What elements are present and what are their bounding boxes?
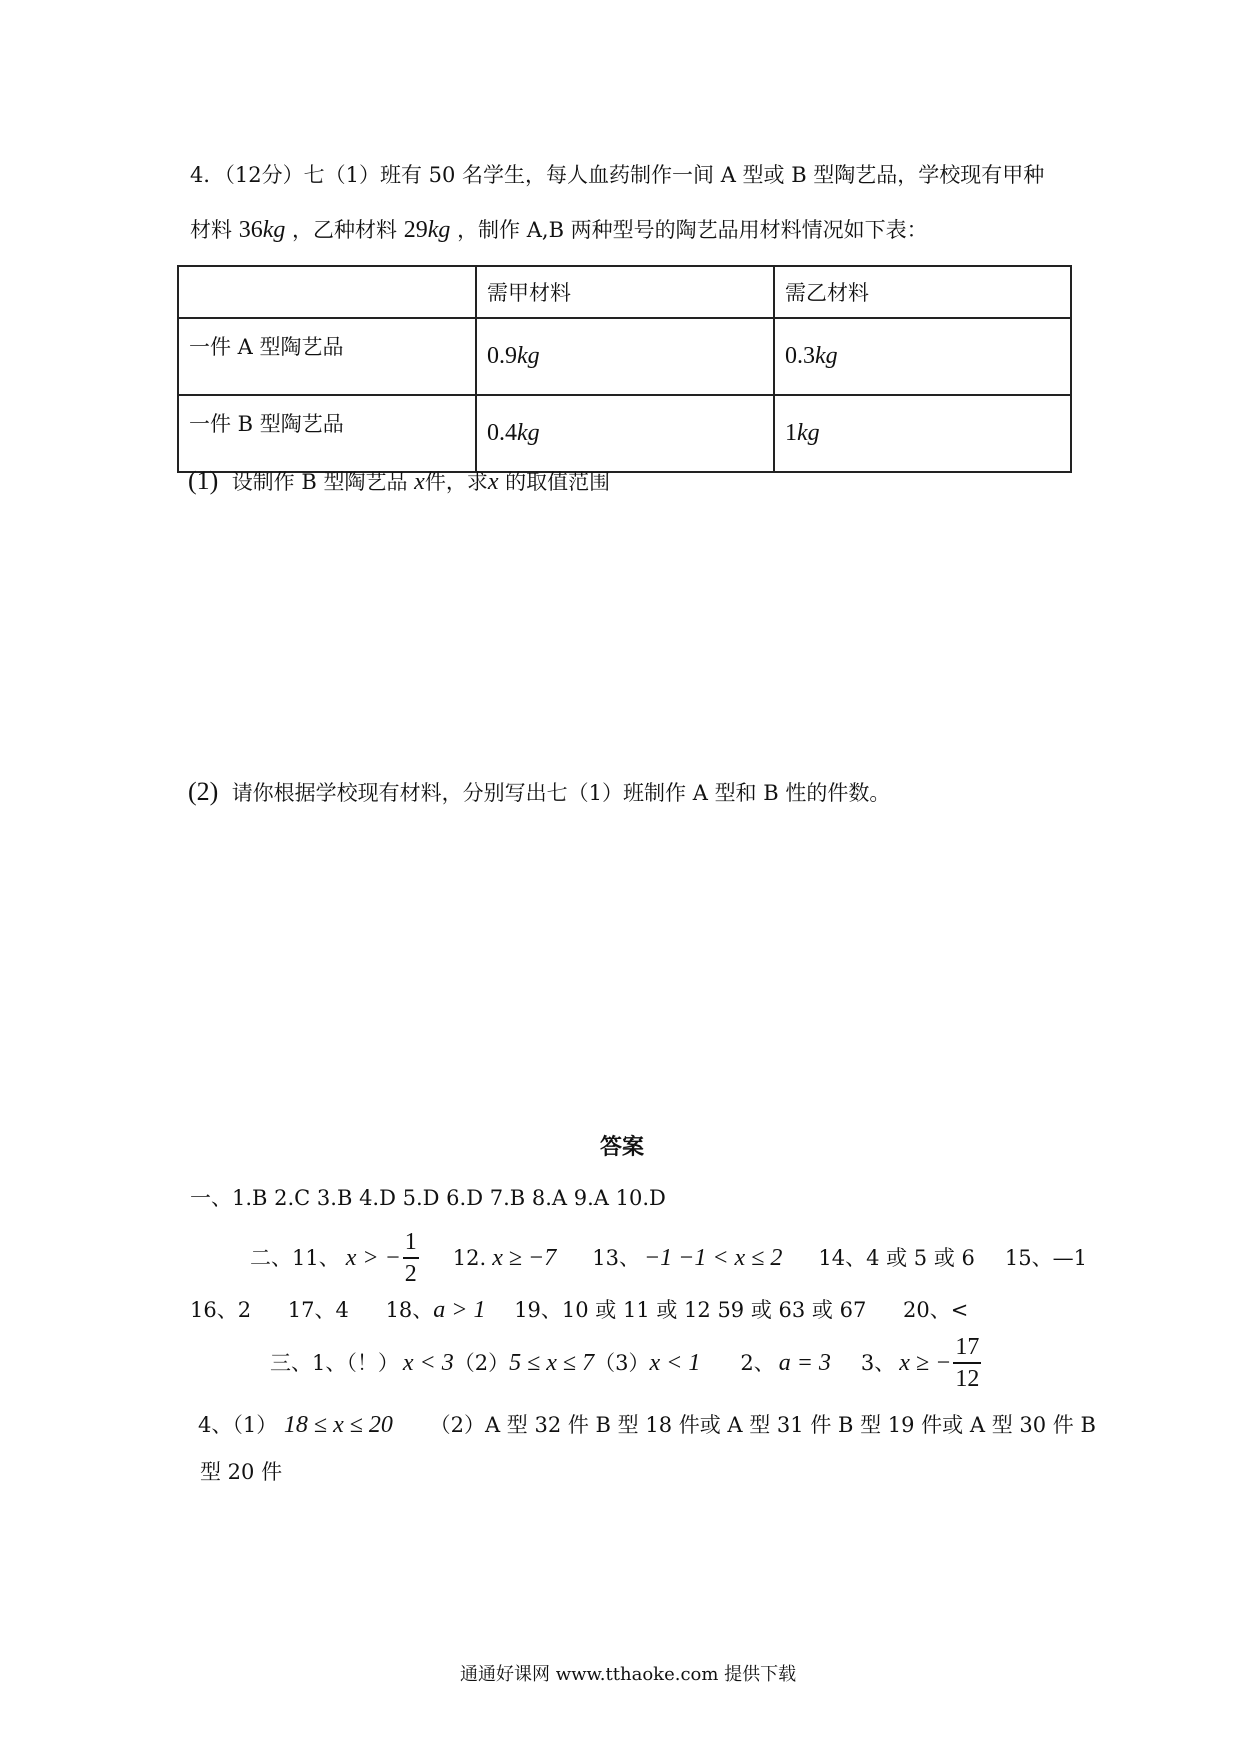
answer-label: 18、 [385,1298,434,1322]
math-expression: 5 ≤ x ≤ 7 [509,1350,595,1376]
table-row [178,395,1071,472]
answer-line-2 [250,1230,1087,1286]
answer-label: 13、 [592,1246,640,1270]
math-expression: x ≥ − [899,1350,952,1376]
sub-question-text: 的取值范围 [505,470,611,494]
table-header-row [178,266,1071,318]
number: 36 [238,217,263,243]
answer-text: 14、4 或 5 或 6 [818,1246,975,1270]
unit: kg [815,343,838,369]
materials-table [177,265,1072,473]
table-cell [476,318,774,395]
answer-label: 三、1、（！） [270,1351,399,1375]
answer-label: 二、11、 [250,1246,340,1270]
unit: kg [262,217,286,243]
answer-text: 17、4 [287,1298,349,1322]
table-cell [774,395,1071,472]
question-text: 材料 [190,218,232,242]
math-expression: a > 1 [433,1297,486,1323]
answer-label: 2、 [740,1351,775,1375]
sub-question-text: 请你根据学校现有材料，分别写出七（1）班制作 A 型和 B 性的件数。 [231,781,891,805]
value: 0.9 [487,343,517,369]
table-cell: 一件 B 型陶艺品 [178,395,476,472]
sub-question-2 [188,777,890,808]
value: 0.3 [785,343,815,369]
unit: kg [797,420,820,446]
answer-text: 16、2 [190,1298,252,1322]
answer-label: 3、 [860,1351,896,1375]
math-expression: x < 1 [649,1350,701,1376]
table-header-cell [178,266,476,318]
sub-question-text: 件，求 [424,470,488,494]
sub-question-1 [188,466,610,497]
unit: kg [427,217,451,243]
sub-question-number: (2) [188,777,219,806]
unit: kg [517,420,540,446]
number: 29 [403,217,428,243]
answer-line-1: 一、1.B 2.C 3.B 4.D 5.D 6.D 7.B 8.A 9.A 10.D [190,1186,666,1210]
fraction-denominator: 2 [404,1261,417,1287]
fraction [403,1230,419,1286]
answer-label: 4、（1） [198,1413,278,1437]
fraction-numerator: 1 [403,1230,419,1259]
answers-title: 答案 [600,1134,645,1160]
table-row [178,318,1071,395]
answer-label: 12. [452,1246,487,1270]
answer-text: 20、< [903,1298,969,1322]
math-expression: x ≥ −7 [492,1245,557,1271]
variable: x [414,469,425,495]
answer-line-4 [270,1335,981,1391]
table-cell: 一件 A 型陶艺品 [178,318,476,395]
sub-question-text: 设制作 B 型陶艺品 [231,470,408,494]
value: 0.4 [487,420,517,446]
variable: x [487,469,499,495]
math-expression: 18 ≤ x ≤ 20 [283,1412,393,1438]
answer-text: （2）A 型 32 件 B 型 18 件或 A 型 31 件 B 型 19 件或 A 型 30 件 B [429,1413,1096,1437]
fraction-numerator: 17 [953,1335,981,1364]
fraction [953,1335,981,1391]
answer-label: （2） [453,1351,510,1375]
question-text: ，乙种材料 [292,218,398,242]
answer-label: （3） [594,1351,650,1375]
answer-line-6: 型 20 件 [200,1460,283,1484]
math-expression: x < 3 [402,1350,454,1376]
math-expression: −1 −1 < x ≤ 2 [643,1245,783,1271]
answer-line-5 [198,1410,1096,1440]
math-expression: a = 3 [778,1350,831,1376]
unit: kg [517,343,540,369]
answer-text: 15、—1 [1004,1246,1087,1270]
question-line-2 [190,215,928,245]
fraction-denominator: 12 [955,1366,980,1392]
value: 1 [785,420,797,446]
math-expression: x > − [345,1245,401,1271]
sub-question-number: (1) [188,466,219,495]
page-footer: 通通好课网 www.tthaoke.com 提供下载 [460,1664,797,1685]
table-header-cell: 需甲材料 [476,266,774,318]
table-cell [774,318,1071,395]
answer-line-3 [190,1295,968,1325]
question-line-1: 4．（12分）七（1）班有 50 名学生，每人血药制作一间 A 型或 B 型陶艺品，学校现有甲种 [190,163,1045,187]
question-text: ，制作 A,B 两种型号的陶艺品用材料情况如下表： [457,218,928,242]
table-cell [476,395,774,472]
answer-text: 19、10 或 11 或 12 59 或 63 或 67 [514,1298,867,1322]
table-header-cell: 需乙材料 [774,266,1071,318]
